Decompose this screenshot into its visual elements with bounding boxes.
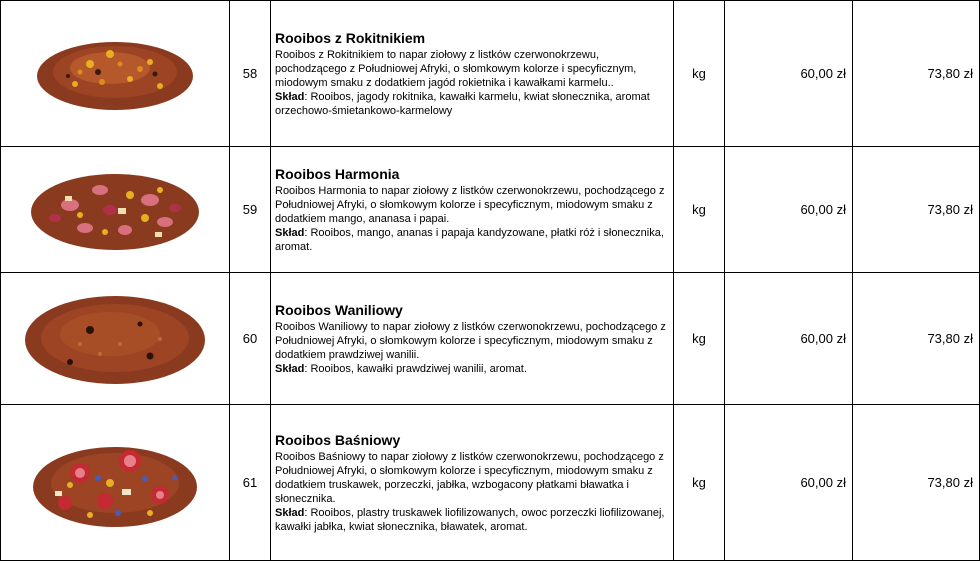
tea-blend-waniliowy-image (10, 284, 220, 394)
ingredients-label: Skład (275, 363, 305, 375)
product-price-net: 60,00 zł (725, 147, 853, 273)
product-image-cell (1, 273, 230, 405)
table-row (1, 147, 980, 273)
product-image-cell (1, 1, 230, 147)
ingredients-label: Skład (275, 507, 305, 519)
product-price-net: 60,00 zł (725, 273, 853, 405)
product-ingredients: : Rooibos, plastry truskawek liofilizowanych, owoc porzeczki liofilizowanej, kawałki jabłka, kwiat słonecznika, bławatek, aromat. (275, 507, 665, 533)
product-description: Rooibos z Rokitnikiem to napar ziołowy z listków czerwonokrzewu, pochodzącego z Południowej Afryki, o słomkowym kolorze i specyficznym, miodowym smaku z dodatkiem jagód rokietnika i kawałkami karmelu.. (275, 49, 637, 89)
product-price-net: 60,00 zł (725, 405, 853, 561)
product-description: Rooibos Harmonia to napar ziołowy z listków czerwonokrzewu, pochodzącego z Południowej Afryki, o słomkowym kolorze i specyficznym, miodowym smaku z dodatkiem mango, ananasa i papai. (275, 185, 665, 225)
product-ingredients: : Rooibos, kawałki prawdziwej wanilii, aromat. (304, 363, 527, 375)
product-description: Rooibos Waniliowy to napar ziołowy z listków czerwonokrzewu, pochodzącego z Południowej Afryki, o słomkowym kolorze i specyficznym, miodowym smaku z dodatkiem prawdziwej wanilii. (275, 321, 666, 361)
ingredients-label: Skład (275, 227, 305, 239)
product-description: Rooibos Baśniowy to napar ziołowy z listków czerwonokrzewu, pochodzącego z Południowej Afryki, o słomkowym kolorze i specyficznym, miodowym smaku z dodatkiem truskawek, porzeczki, jabłka, wzbogacony płatkami bławatka i słonecznika. (275, 451, 664, 505)
product-image-cell (1, 147, 230, 273)
product-unit: kg (674, 147, 725, 273)
tea-blend-harmonia-image (10, 160, 220, 260)
product-price-net: 60,00 zł (725, 1, 853, 147)
product-unit: kg (674, 273, 725, 405)
tea-blend-rokitnik-image (10, 24, 220, 124)
product-number: 59 (230, 147, 271, 273)
product-description-cell (271, 405, 674, 561)
product-number: 58 (230, 1, 271, 147)
table-row (1, 1, 980, 147)
ingredients-label: Skład (275, 91, 305, 103)
product-name: Rooibos Waniliowy (275, 302, 403, 318)
product-description-cell (271, 1, 674, 147)
tea-blend-basniowy-image (10, 423, 220, 543)
product-ingredients: : Rooibos, mango, ananas i papaja kandyzowane, płatki róż i słonecznika, aromat. (275, 227, 664, 253)
product-number: 60 (230, 273, 271, 405)
product-image-cell (1, 405, 230, 561)
table-row (1, 273, 980, 405)
product-price-gross: 73,80 zł (853, 147, 980, 273)
product-price-gross: 73,80 zł (853, 1, 980, 147)
product-price-gross: 73,80 zł (853, 273, 980, 405)
product-description-cell (271, 147, 674, 273)
product-name: Rooibos Harmonia (275, 166, 400, 182)
product-number: 61 (230, 405, 271, 561)
product-description-cell (271, 273, 674, 405)
product-unit: kg (674, 405, 725, 561)
product-ingredients: : Rooibos, jagody rokitnika, kawałki karmelu, kwiat słonecznika, aromat orzechowo-śmietankowo-karmelowy (275, 91, 650, 117)
product-name: Rooibos z Rokitnikiem (275, 30, 426, 46)
product-price-gross: 73,80 zł (853, 405, 980, 561)
product-unit: kg (674, 1, 725, 147)
product-name: Rooibos Baśniowy (275, 432, 401, 448)
table-row (1, 405, 980, 561)
